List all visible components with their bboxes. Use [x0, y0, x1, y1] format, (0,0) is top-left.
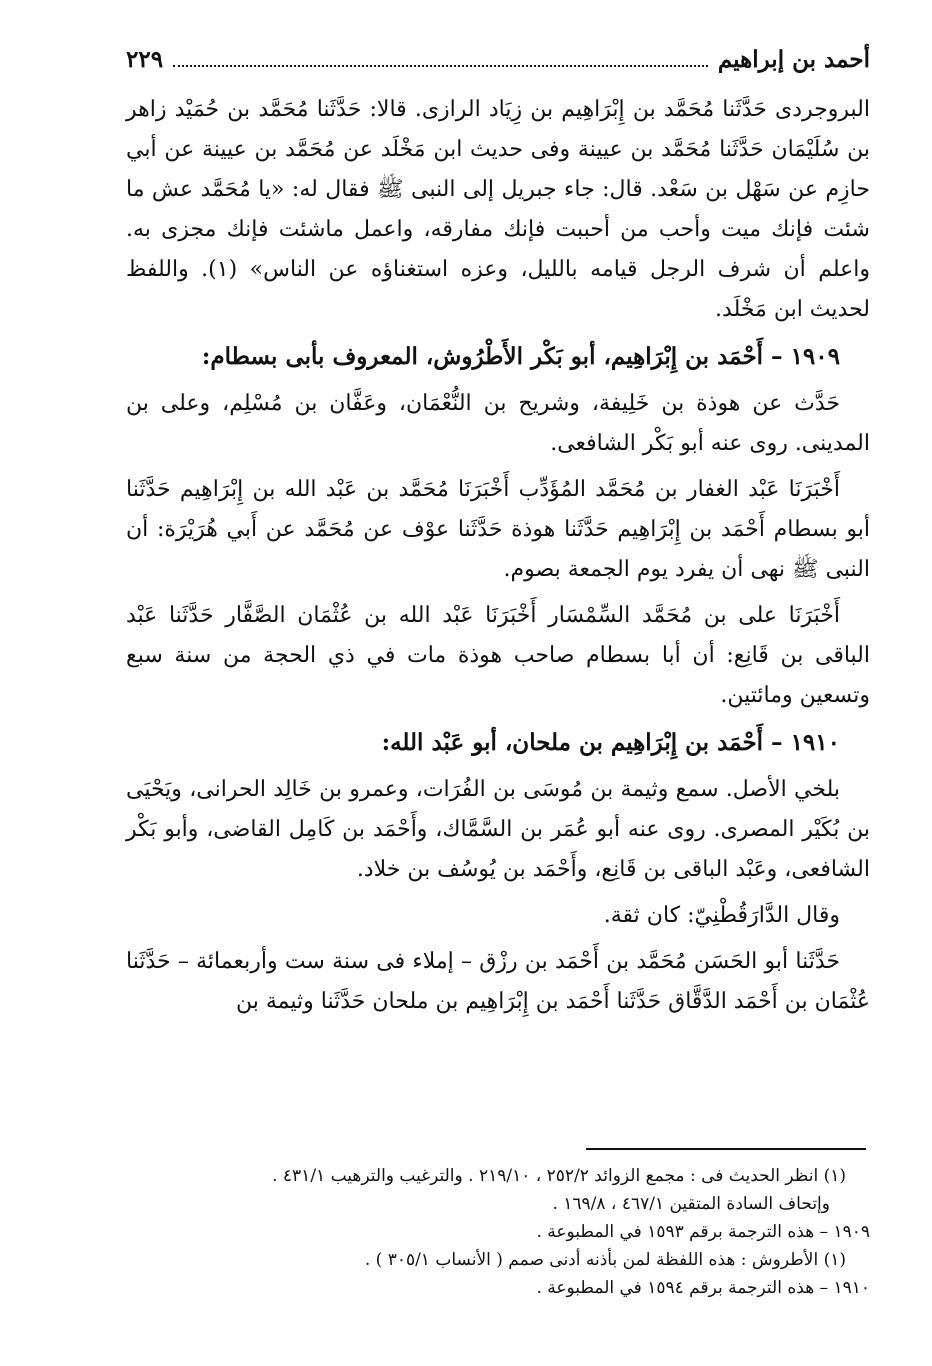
entry-heading-1909: ١٩٠٩ – أَحْمَد بن إِبْرَاهِيم، أبو بَكْر الأَطْرُوش، المعروف بأبى بسطام: — [201, 343, 840, 370]
footnotes — [126, 1162, 870, 1302]
page-number: ٢٢٩ — [126, 46, 164, 73]
footnote-rule — [586, 1148, 866, 1150]
footnote-1909-note-1: (١) الأطروش : هذه اللفظة لمن بأذنه أدنى صمم ( الأنساب ٣٠٥/١ ) . — [364, 1250, 846, 1270]
running-head — [126, 46, 870, 86]
paragraph-1910-hadith: حَدَّثَنا أبو الحَسَن مُحَمَّد بن أَحْمَد بن رزْق – إملاء فى سنة ست وأربعمائة – حَدَّثَنا عُثْمَان بن أَحْمَد الدَّقَّاق حَدَّثَنا أَحْمَد بن إِبْرَاهِيم بن ملحان حَدَّثَنا وثيمة بن — [126, 949, 870, 1014]
paragraph-hadith-1: البروجردى حَدَّثَنا مُحَمَّد بن إِبْرَاهِيم بن زِيَاد الرازى. قالا: حَدَّثَنا مُحَمَّد بن حُمَيْد زاهر بن سُلَيْمَان حَدَّثَنا مُحَمَّد بن عيينة وفى حديث ابن مَخْلَد عن مُحَمَّد بن عيينة عن أبي حازِم عن سَهْل بن سَعْد. قال: جاء جبريل إلى النبى ﷺ فقال له: «يا مُحَمَّد عش ما شئت فإنك ميت وأحب من أحببت فإنك مفارقه، واعمل ماشئت فإنك مجزى به. واعلم أن شرف الرجل قيامه بالليل، وعزه استغناؤه عن الناس» (١). واللفظ لحديث ابن مَخْلَد. — [126, 97, 870, 322]
footnote-1-line-2: وإتحاف السادة المتقين ٤٦٧/١ ، ١٦٩/٨ . — [552, 1194, 830, 1214]
entry-heading-1910: ١٩١٠ – أَحْمَد بن إِبْرَاهِيم بن ملحان، أبو عَبْد الله: — [381, 729, 840, 756]
footnote-1910: ١٩١٠ – هذه الترجمة برقم ١٥٩٤ في المطبوعة . — [536, 1278, 870, 1298]
paragraph-1909-bio: حَدَّث عن هوذة بن خَلِيفة، وشريح بن النُّعْمَان، وعَفَّان بن مُسْلِم، وعلى بن المدينى. روى عنه أبو بَكْر الشافعى. — [126, 391, 870, 456]
footnote-1909: ١٩٠٩ – هذه الترجمة برقم ١٥٩٣ في المطبوعة . — [536, 1222, 870, 1242]
paragraph-1909-death: أَخْبَرَنَا على بن مُحَمَّد السِّمْسَار أَخْبَرَنَا عَبْد الله بن عُثْمَان الصَّفَّار حَدَّثَنا عَبْد الباقى بن قَانِع: أن أبا بسطام صاحب هوذة مات في ذي الحجة من سنة سبع وتسعين ومائتين. — [126, 603, 870, 708]
footnote-1-line-1: (١) انظر الحديث فى : مجمع الزوائد ٢٥٢/٢ ، ٢١٩/١٠ . والترغيب والترهيب ٤٣١/١ . — [272, 1166, 846, 1186]
running-title: أحمد بن إبراهيم — [717, 46, 870, 73]
paragraph-1910-bio: بلخي الأصل. سمع وثيمة بن مُوسَى بن الفُرَات، وعمرو بن خَالِد الحرانى، ويَحْيَى بن بُكَيْر المصرى. روى عنه أبو عُمَر بن السَّمَّاك، وأَحْمَد بن كَامِل القاضى، وأبو بَكْر الشافعى، وعَبْد الباقى بن قَانِع، وأَحْمَد بن يُوسُف بن خلاد. — [126, 777, 870, 882]
paragraph-1910-grading: وقال الدَّارَقُطْنِيّ: كان ثقة. — [603, 903, 840, 928]
leader-dots — [173, 65, 708, 67]
paragraph-1909-hadith: أَخْبَرَنَا عَبْد الغفار بن مُحَمَّد المُؤَدِّب أَخْبَرَنَا مُحَمَّد بن عَبْد الله بن إِبْرَاهِيم حَدَّثَنا أبو بسطام أَحْمَد بن إِبْرَاهِيم حَدَّثَنا هوذة حَدَّثَنا عوْف عن مُحَمَّد عن أَبي هُرَيْرَة: أن النبى ﷺ نهى أن يفرد يوم الجمعة بصوم. — [126, 477, 870, 582]
main-text — [126, 90, 870, 1022]
